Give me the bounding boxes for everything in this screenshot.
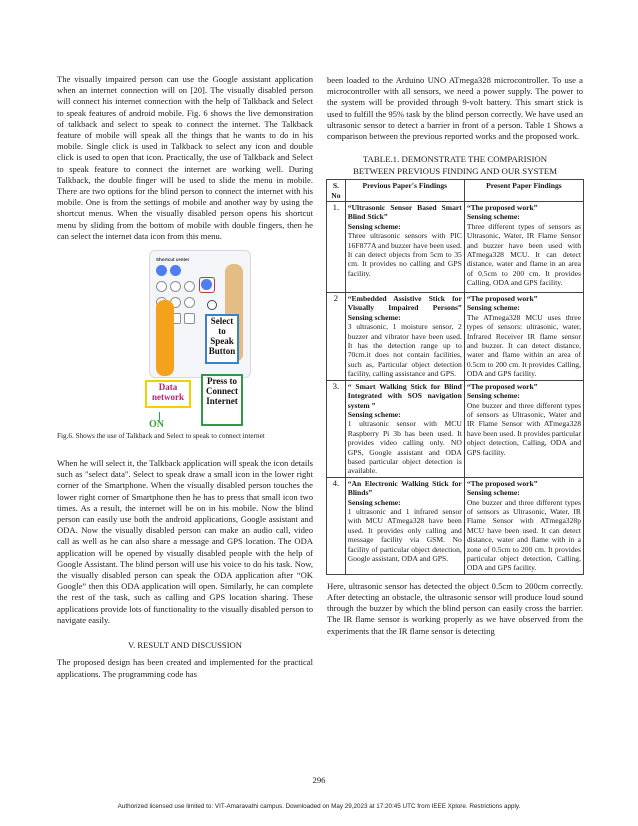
present-findings-cell xyxy=(464,477,583,574)
select-to-speak-pointer-icon xyxy=(207,300,217,310)
cell-title: “The proposed work” xyxy=(466,294,538,304)
previous-findings-cell xyxy=(345,202,464,293)
airplane-icon xyxy=(184,281,195,292)
present-findings-cell xyxy=(464,293,583,381)
bluetooth-icon xyxy=(170,265,181,276)
license-footer: Authorized licensed use limited to: VIT-Amaravathi campus. Downloaded on May 29,2023 at 17:20:45 UTC from IEEE Xplore. Restrictions apply. xyxy=(117,803,521,810)
cell-title: “ Smart Walking Stick for Blind Integrated with SOS navigation system ” xyxy=(347,381,462,410)
cell-scheme: Sensing scheme: xyxy=(466,303,520,313)
row-number: 4. xyxy=(327,477,346,574)
cell-text: The ATmega328 MCU uses three types of sensors: ultrasonic, water, Infrared Receiver IR flame sensor and buzzer. It can detect distance, water and flame within an area of 0.5cm to 200 cm. It provides Calling, ODA and GPS facility. xyxy=(466,312,581,379)
phone-title: Shortcut center xyxy=(156,257,190,263)
row-number: 1. xyxy=(327,202,346,293)
body-paragraph: The visually impaired person can use the Google assistant application when an internet connection will on [20]. The visually disabled person will connect his internet connection with the help of Talkback and Select to speak features of android mobile. Fig. 6 shows the live demonstration of talkback and select to speak to connect the internet. The Talkback feature of mobile will speak all the things that he wants to do in his mobile. Single click is used in Talkback to select any icon and double click is used to open that icon. Practically, the use of Talkback and Select to speak feature to connect the internet are working well. During Talkback, the double finger will be used to slide the menu in mobile. There are two options for the blind person to connect the internet with his mobile. One is from the settings of mobile and another way by using the shortcut menus. When the visually disabled person opens his shortcut menu by sliding from the bottom of mobile with double fingers, then he can select the internet data icon from this menu. xyxy=(57,74,313,241)
table-title xyxy=(327,154,583,177)
cell-text: 1 ultrasonic and 1 infrared sensor with MCU ATmega328 have been used. It provides only calling and message facility via GSM. No facility of particular object detection, Google assistant, ODA and GPS. xyxy=(347,506,462,563)
rotate-icon xyxy=(184,297,195,308)
cell-scheme: Sensing scheme: xyxy=(466,212,520,222)
cell-title: “Embedded Assistive Stick for Visually Impaired Persons” Sensing scheme: xyxy=(347,294,462,322)
header-previous: Previous Paper's Findings xyxy=(345,180,464,202)
pointer-bar xyxy=(156,300,174,376)
cell-text: 3 ultrasonic, 1 moisture sensor, 2 buzzer and vibrator have been used. It has the detection range up to 70cm.it does not contain facilities, such as, Particular object detection facility, calling assistance and GPS. xyxy=(347,322,462,379)
section-heading: V. RESULT AND DISCUSSION xyxy=(128,640,242,651)
body-paragraph: When he will select it, the Talkback application will speak the icon details such as "select data". Select to speak draw a small icon in the lower right corner of the Smartphone. When the visually disabled person touches the lower right corner of Smartphone then he has to press that small icon two times. As a result, the internet will be on in his mobile. Now the blind person can easily use both the android applications, Google assistant and ODA. Now the visually disabled person can make an audio call, video call as well as he can also share a message and GPS location. The ODA application will be opened by visually disabled people with the help of Google Assistant. The blind person will use his voice to do his task. Now, the visually disabled person can speak the ODA application after “OK Google” then this ODA application will open. Similarly, he can complete the rest of the task, such as calling and GPS location sharing. These applications provide lots of functionality to the visually disabled person to navigate easily. xyxy=(57,458,313,625)
body-paragraph: The proposed design has been created and implemented for the practical applications. The programming code has xyxy=(57,657,313,679)
left-column xyxy=(57,74,313,680)
header-present: Present Paper Findings xyxy=(464,180,583,202)
page-number: 296 xyxy=(312,775,326,785)
row-number: 3. xyxy=(327,380,346,477)
cell-title: “The proposed work” xyxy=(466,203,538,213)
cell-text: Three ultrasonic sensors with PIC 16F877A and buzzer have been used. It can detect objects from 5cm to 35 cm. It provides no calling and GPS facility. xyxy=(347,231,462,278)
table-row xyxy=(327,293,584,381)
cell-text: One buzzer and three different types of sensors as Ultrasonic, Water and IR Flame Sensor with ATmega328 have been used. It provides particular object detection, Calling, ODA and GPS facility. xyxy=(466,400,581,457)
comparison-table xyxy=(326,179,584,575)
cell-scheme: Sensing scheme: xyxy=(466,391,520,401)
row-number: 2 xyxy=(327,293,346,381)
camera-icon xyxy=(184,313,195,324)
present-findings-cell xyxy=(464,380,583,477)
table-row xyxy=(327,477,584,574)
previous-findings-cell xyxy=(345,477,464,574)
cell-text: 1 ultrasonic sensor with MCU Raspberry Pi 3b has been used. It provides video calling only. NO GPS, Google assistant and ODA based particular object detection is available. xyxy=(347,419,462,476)
press-to-connect-label: Press to Connect Internet xyxy=(201,374,243,426)
table-title-line: TABLE.1. DEMONSTRATE THE COMPARISION xyxy=(362,154,548,165)
figure-caption: Fig.6. Shows the use of Talkback and Select to speak to connect internet xyxy=(57,432,265,441)
cell-title: “The proposed work” xyxy=(466,381,538,391)
cell-title: “Ultrasonic Sensor Based Smart Blind Stick” xyxy=(347,203,462,222)
cell-scheme: Sensing scheme: xyxy=(466,488,520,498)
cell-text: Three different types of sensors as Ultrasonic, Water, IR Flame Sensor and buzzer have been used with ATmega328 MCU. It can detect distance, water and flame in an area of 0.5cm to 200 cm. It provides Calling, ODA and GPS facility. xyxy=(466,221,581,288)
figure-6 xyxy=(57,248,313,444)
wifi-icon xyxy=(156,265,167,276)
data-network-label: Data network xyxy=(145,380,191,408)
torch-icon xyxy=(170,281,181,292)
previous-findings-cell xyxy=(345,293,464,381)
body-paragraph: been loaded to the Arduino UNO ATmega328 microcontroller. To use a microcontroller with all sensors, we need a power supply. The power to the system will be provided through 9-volt battery. This smart stick is used to fulfill the 95% task by the blind person correctly. We have used an ultrasonic sensor to detect a barrier in front of a person. Table 1 Shows a comparison between the previous reported works and the proposed work. xyxy=(327,75,583,142)
table-row xyxy=(327,202,584,293)
cell-scheme: Sensing scheme: xyxy=(347,409,401,419)
on-label: ON xyxy=(149,419,164,431)
table-row xyxy=(327,380,584,477)
location-icon xyxy=(156,281,167,292)
data-highlight xyxy=(199,277,215,293)
table-title-line: BETWEEN PREVIOUS FINDING AND OUR SYSTEM xyxy=(352,165,558,176)
right-column xyxy=(327,75,583,637)
previous-findings-cell xyxy=(345,380,464,477)
cell-title: “An Electronic Walking Stick for Blinds” xyxy=(347,478,462,498)
cell-scheme: Sensing scheme: xyxy=(347,497,401,507)
table-header-row xyxy=(327,180,584,202)
cell-scheme: Sensing scheme: xyxy=(347,221,401,231)
cell-text: One buzzer and three different types of sensors as Ultrasonic, Water, IR Flame Sensor with ATmega328p MCU have been used. It can detect distance, water and flame with in a zone of 0.5cm to 200 cm. It provides particular object detection, Calling, ODA and GPS facility. xyxy=(466,497,581,573)
cell-title: “The proposed work” xyxy=(466,478,538,488)
present-findings-cell xyxy=(464,202,583,293)
header-sno: S. No xyxy=(327,180,346,202)
body-paragraph: Here, ultrasonic sensor has detected the object 0.5cm to 200cm correctly. After detecting an obstacle, the ultrasonic sensor will produce loud sound through the buzzer by which the blind person can easily cross the barrier. The IR flame sensor is working properly as we have observed from the experiments that the IR flame sensor is detecting xyxy=(327,580,583,636)
select-to-speak-label: Select to Speak Button xyxy=(205,314,239,364)
